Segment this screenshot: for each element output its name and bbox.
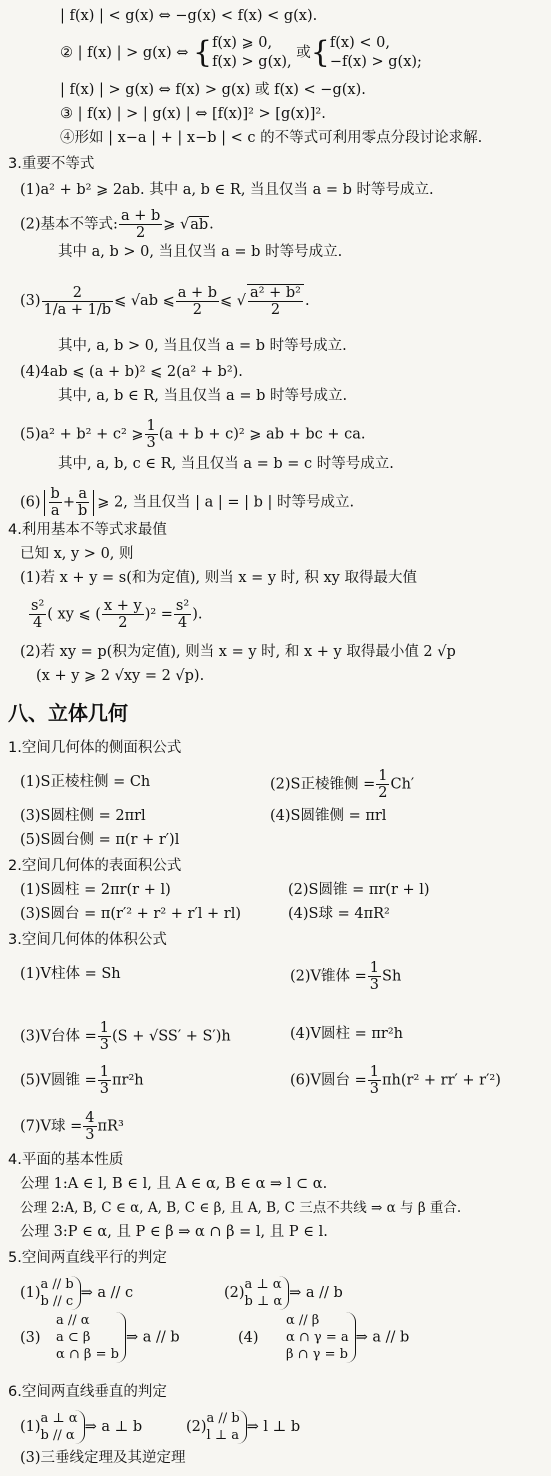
fraction bbox=[42, 285, 114, 318]
item-number: (1) bbox=[20, 1285, 41, 1301]
volume-3 bbox=[20, 1020, 231, 1053]
premise: a ⊥ α bbox=[40, 1411, 78, 1426]
fraction bbox=[145, 418, 158, 451]
brace-group bbox=[245, 1276, 290, 1310]
conclusion: ⇒ a // b bbox=[355, 1329, 410, 1346]
lateral-5: (5)S圆台侧 = π(r + r′)l bbox=[20, 832, 180, 848]
numerator: 1 bbox=[378, 768, 388, 784]
abs-ineq-line-1: | f(x) | < g(x) ⇔ −g(x) < f(x) < g(x). bbox=[60, 8, 318, 24]
formula-part: ). bbox=[192, 606, 203, 623]
volume-5 bbox=[20, 1064, 144, 1097]
premise: b ⊥ α bbox=[244, 1294, 283, 1309]
premise: β ∩ γ = b bbox=[286, 1347, 348, 1362]
case-b-1: f(x) < 0, bbox=[329, 35, 390, 51]
denominator: 3 bbox=[99, 1037, 110, 1053]
denominator: 1/a + 1/b bbox=[43, 301, 112, 318]
fraction bbox=[247, 284, 304, 318]
denominator: 3 bbox=[369, 977, 380, 993]
perp-1 bbox=[20, 1410, 142, 1444]
radicand: ab bbox=[190, 216, 209, 233]
extreme-item-2-formula: (x + y ⩾ 2 √xy = 2 √p). bbox=[36, 668, 205, 684]
numerator: a bbox=[76, 486, 89, 503]
denominator: 4 bbox=[33, 615, 43, 631]
ineq-3-mid: ⩽ √ab ⩽ bbox=[114, 293, 175, 309]
denominator: b bbox=[78, 503, 88, 519]
brace-group bbox=[41, 1410, 85, 1444]
case-b bbox=[330, 34, 422, 72]
denominator: 2 bbox=[378, 785, 388, 801]
surface-3: (3)S圆台 = π(r′² + r² + r′l + rl) bbox=[20, 906, 241, 922]
numerator: b bbox=[50, 486, 60, 502]
formula-part: πr²h bbox=[112, 1072, 144, 1089]
numerator: 1 bbox=[99, 1020, 110, 1036]
chapter-title: 八、立体几何 bbox=[8, 701, 128, 725]
premise: a // b bbox=[206, 1411, 240, 1426]
parallel-3-number: (3) bbox=[20, 1330, 41, 1346]
formula-part: (7)V球 = bbox=[20, 1118, 83, 1135]
brace-group bbox=[41, 1276, 81, 1310]
section-4-heading: 4.利用基本不等式求最值 bbox=[8, 522, 167, 538]
ineq-item-1: (1)a² + b² ⩾ 2ab. 其中 a, b ∈ R, 当且仅当 a = b 时等号成立. bbox=[20, 182, 434, 198]
section-8-1-heading: 1.空间几何体的侧面积公式 bbox=[8, 740, 182, 756]
brace-group bbox=[286, 1312, 356, 1363]
section-8-4-heading: 4.平面的基本性质 bbox=[8, 1152, 124, 1168]
sqrt-sign: ⩽ √ bbox=[220, 293, 247, 309]
premises bbox=[245, 1276, 283, 1310]
section-8-2-heading: 2.空间几何体的表面积公式 bbox=[8, 858, 182, 874]
denominator: 3 bbox=[99, 1081, 110, 1097]
axiom-2: 公理 2:A, B, C ∈ α, A, B, C ∈ β, 且 A, B, C 三点不共线 ⇒ α 与 β 重合. bbox=[20, 1200, 462, 1216]
volume-7 bbox=[20, 1110, 124, 1143]
ineq-5-left: (5)a² + b² + c² ⩾ bbox=[20, 426, 144, 443]
numerator: a + b bbox=[120, 208, 161, 224]
fraction bbox=[376, 768, 389, 801]
fraction bbox=[119, 208, 162, 241]
conclusion: ⇒ a // b bbox=[289, 1285, 343, 1301]
conclusion: ⇒ l ⊥ b bbox=[246, 1419, 301, 1435]
brace-group bbox=[56, 1312, 126, 1363]
premises bbox=[286, 1312, 349, 1363]
formula-part: (2)V锥体 = bbox=[290, 968, 367, 985]
denominator: 3 bbox=[146, 435, 156, 451]
formula-part: (S + √SS′ + S′)h bbox=[112, 1028, 231, 1045]
given-line: 已知 x, y > 0, 则 bbox=[20, 546, 134, 562]
premises bbox=[56, 1312, 119, 1363]
formula-part: Sh bbox=[382, 968, 402, 985]
denominator: 2 bbox=[270, 302, 281, 318]
ineq-item-2 bbox=[20, 208, 214, 241]
left-brace-icon: { bbox=[192, 35, 213, 70]
plus-sign: + bbox=[62, 494, 75, 511]
circle-num-2: ② bbox=[60, 45, 73, 61]
fraction bbox=[368, 960, 381, 993]
parallel-4 bbox=[260, 1312, 409, 1363]
perp-2 bbox=[186, 1410, 300, 1444]
numerator: a + b bbox=[177, 284, 218, 301]
premise: a // α bbox=[56, 1313, 90, 1328]
extreme-item-1: (1)若 x + y = s(和为定值), 则当 x = y 时, 积 xy 取得最大值 bbox=[20, 570, 417, 586]
case-a-1: f(x) ⩾ 0, bbox=[212, 35, 273, 51]
period: . bbox=[209, 216, 214, 233]
lateral-3: (3)S圆柱侧 = 2πrl bbox=[20, 808, 146, 824]
ineq-5-condition: 其中, a, b, c ∈ R, 当且仅当 a = b = c 时等号成立. bbox=[58, 456, 394, 472]
extreme-item-1-formula bbox=[28, 598, 202, 631]
denominator: 3 bbox=[369, 1081, 380, 1097]
denominator: 2 bbox=[135, 225, 146, 241]
fraction bbox=[29, 598, 46, 631]
premise: a ⊂ β bbox=[56, 1330, 91, 1345]
item-number: (2) bbox=[186, 1419, 207, 1435]
parallel-4-number: (4) bbox=[238, 1330, 259, 1346]
volume-6 bbox=[290, 1064, 501, 1097]
denominator: a bbox=[50, 503, 60, 519]
premise: α ∩ β = b bbox=[56, 1347, 119, 1362]
lateral-1: (1)S正棱柱侧 = Ch bbox=[20, 774, 151, 790]
ineq-5-right: (a + b + c)² ⩾ ab + bc + ca. bbox=[158, 426, 366, 443]
ineq-3-condition: 其中, a, b > 0, 当且仅当 a = b 时等号成立. bbox=[58, 338, 347, 354]
premise: a ⊥ α bbox=[244, 1277, 282, 1292]
volume-4: (4)V圆柱 = πr²h bbox=[290, 1026, 403, 1042]
fraction bbox=[176, 285, 219, 318]
abs-ineq-line-3: | f(x) | > g(x) ⇔ f(x) > g(x) 或 f(x) < −g(x). bbox=[60, 82, 366, 98]
volume-2 bbox=[290, 960, 401, 993]
ineq-2-label: (2)基本不等式: bbox=[20, 216, 118, 233]
left-brace-icon: { bbox=[310, 35, 330, 70]
premise: b // α bbox=[40, 1428, 75, 1443]
surface-1: (1)S圆柱 = 2πr(r + l) bbox=[20, 882, 171, 898]
lateral-2 bbox=[270, 768, 414, 801]
ineq-item-4: (4)4ab ⩽ (a + b)² ⩽ 2(a² + b²). bbox=[20, 364, 243, 380]
ineq-4-condition: 其中, a, b ∈ R, 当且仅当 a = b 时等号成立. bbox=[58, 388, 348, 404]
fraction bbox=[368, 1064, 381, 1097]
ineq-3-label: (3) bbox=[20, 293, 41, 309]
formula-part: Ch′ bbox=[390, 776, 415, 793]
formula-part: (3)V台体 = bbox=[20, 1028, 97, 1045]
premise: a // b bbox=[40, 1277, 74, 1292]
ineq-item-3 bbox=[20, 284, 310, 318]
abs-ineq-line-2 bbox=[60, 34, 422, 72]
parallel-3 bbox=[34, 1312, 180, 1363]
perp-3: (3)三垂线定理及其逆定理 bbox=[20, 1450, 186, 1466]
axiom-1: 公理 1:A ∈ l, B ∈ l, 且 A ∈ α, B ∈ α ⇒ l ⊂ α. bbox=[20, 1176, 328, 1192]
section-8-5-heading: 5.空间两直线平行的判定 bbox=[8, 1250, 167, 1266]
parallel-2 bbox=[224, 1276, 343, 1310]
numerator: 1 bbox=[146, 418, 156, 434]
abs-bar bbox=[93, 490, 94, 516]
ineq-6-right: ⩾ 2, 当且仅当 | a | = | b | 时等号成立. bbox=[97, 494, 355, 511]
premise: b // c bbox=[40, 1294, 74, 1309]
volume-1: (1)V柱体 = Sh bbox=[20, 966, 121, 982]
lateral-4: (4)S圆锥侧 = πrl bbox=[270, 808, 387, 824]
item-number: (2) bbox=[224, 1285, 245, 1301]
period: . bbox=[304, 293, 310, 309]
ineq-item-6 bbox=[20, 486, 354, 519]
fraction bbox=[83, 1110, 96, 1143]
conclusion: ⇒ a // c bbox=[80, 1285, 134, 1301]
denominator: 2 bbox=[118, 615, 128, 631]
numerator: s² bbox=[31, 598, 45, 614]
formula-part: πR³ bbox=[97, 1118, 124, 1135]
case-a bbox=[212, 34, 292, 72]
denominator: 4 bbox=[177, 615, 188, 631]
abs-ineq-line-4: ③ | f(x) | > | g(x) | ⇔ [f(x)]² > [g(x)]². bbox=[60, 106, 326, 122]
formula-part: πh(r² + rr′ + r′²) bbox=[382, 1072, 501, 1089]
formula-part: ( xy ⩽ ( bbox=[47, 606, 101, 623]
formula-part: (6)V圆台 = bbox=[290, 1072, 367, 1089]
numerator: 1 bbox=[369, 1064, 380, 1080]
formula-part: (5)V圆锥 = bbox=[20, 1072, 97, 1089]
numerator: 2 bbox=[42, 285, 114, 302]
conclusion: ⇒ a ⊥ b bbox=[84, 1419, 143, 1435]
abs-bar bbox=[44, 490, 45, 516]
formula-part: )² = bbox=[144, 606, 173, 623]
fraction bbox=[76, 486, 89, 519]
numerator: a² + b² bbox=[250, 285, 301, 301]
item-number: (1) bbox=[20, 1419, 41, 1435]
fraction bbox=[102, 598, 144, 631]
parallel-1 bbox=[20, 1276, 133, 1310]
case-b-2: −f(x) > g(x); bbox=[329, 54, 422, 70]
fraction bbox=[98, 1020, 111, 1053]
numerator: s² bbox=[175, 598, 190, 614]
section-8-6-heading: 6.空间两直线垂直的判定 bbox=[8, 1384, 167, 1400]
brace-group bbox=[207, 1410, 247, 1444]
premise: α // β bbox=[286, 1313, 320, 1328]
denominator: 2 bbox=[192, 301, 203, 318]
extreme-item-2: (2)若 xy = p(积为定值), 则当 x = y 时, 和 x + y 取得最小值 2 √p bbox=[20, 644, 456, 660]
axiom-3: 公理 3:P ∈ α, 且 P ∈ β ⇒ α ∩ β = l, 且 P ∈ l. bbox=[20, 1224, 328, 1240]
fraction bbox=[174, 598, 191, 631]
fraction bbox=[49, 486, 62, 519]
ineq-2-condition: 其中 a, b > 0, 当且仅当 a = b 时等号成立. bbox=[58, 244, 343, 260]
premises bbox=[41, 1276, 74, 1310]
denominator: 3 bbox=[85, 1127, 95, 1143]
premises bbox=[207, 1410, 240, 1444]
section-8-3-heading: 3.空间几何体的体积公式 bbox=[8, 932, 167, 948]
surface-2: (2)S圆锥 = πr(r + l) bbox=[288, 882, 430, 898]
abs-ineq-line-5: ④形如 | x−a | + | x−b | < c 的不等式可利用零点分段讨论求解. bbox=[60, 130, 483, 146]
conclusion: ⇒ a // b bbox=[125, 1329, 180, 1346]
numerator: 4 bbox=[85, 1110, 95, 1126]
surface-4: (4)S球 = 4πR² bbox=[288, 906, 390, 922]
or-word: 或 bbox=[296, 45, 311, 61]
fraction bbox=[98, 1064, 111, 1097]
premises bbox=[41, 1410, 78, 1444]
sqrt-sign: ⩾ √ bbox=[163, 216, 190, 233]
numerator: 1 bbox=[99, 1064, 110, 1080]
numerator: 1 bbox=[369, 960, 380, 976]
formula-part: (2)S正棱锥侧 = bbox=[270, 776, 376, 793]
section-3-heading: 3.重要不等式 bbox=[8, 156, 95, 172]
case-a-2: f(x) > g(x), bbox=[212, 54, 292, 70]
premise: l ⊥ a bbox=[206, 1428, 239, 1443]
ineq-6-label: (6) bbox=[20, 494, 41, 511]
numerator: x + y bbox=[103, 598, 142, 614]
premise: α ∩ γ = a bbox=[286, 1330, 349, 1345]
ineq-item-5 bbox=[20, 418, 365, 451]
abs-ineq-2-left: | f(x) | > g(x) ⇔ bbox=[77, 45, 189, 61]
